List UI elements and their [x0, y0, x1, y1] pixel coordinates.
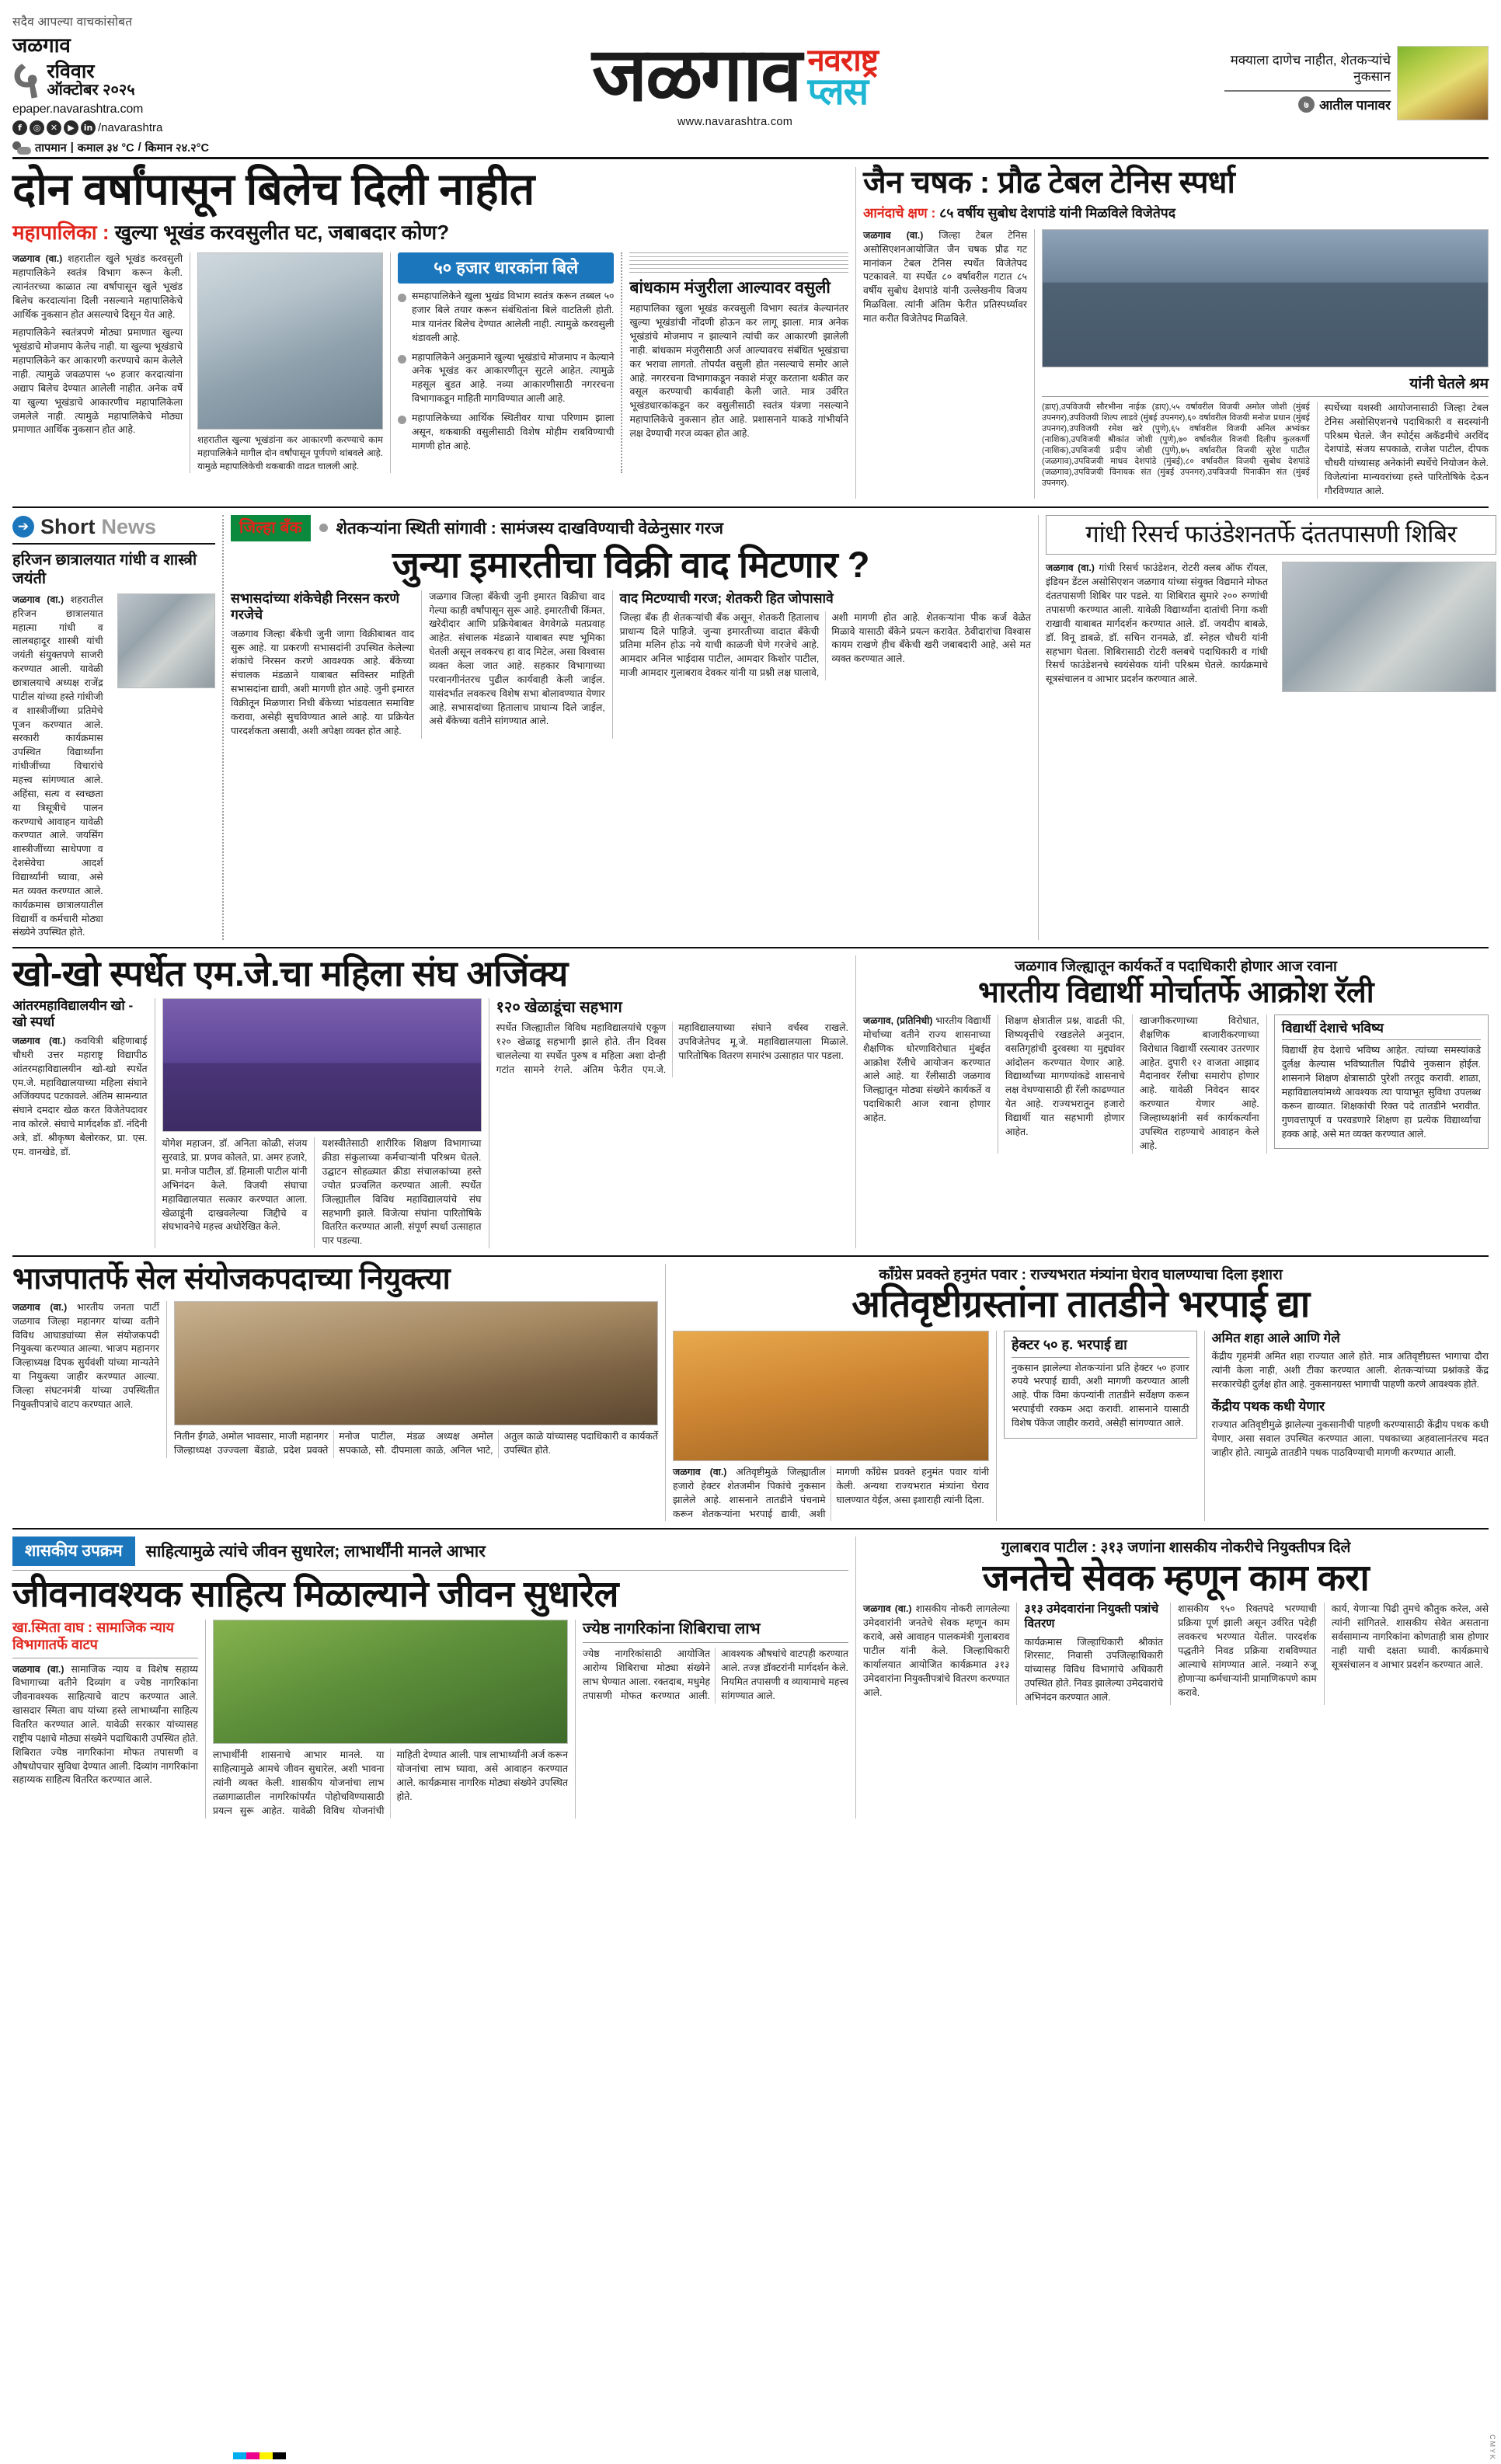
bank-right-body: जिल्हा बँक ही शेतकऱ्यांची बँक असून, शेतकरी हितालाच प्राधान्य दिले पाहिजे. जुन्या इमारतीच्या वादात बँकेची प्रतिमा मलिन होऊ नये याची काळजी घेणे गरजेचे आहे. आमदार अनिल भाईदास पाटील, आमदार किशोर पाटील, माजी आमदार गुलाबराव देवकर यांनी या प्रश्नी लक्ष घालावे, अशी मागणी होत आहे. शेतकऱ्यांना पीक कर्ज वेळेत मिळावे यासाठी बँकेने प्रयत्न करावेत. ठेवीदारांचा विश्वास कायम राखणे हीच बँकेची खरी जबाबदारी आहे, असे मत व्यक्त करण्यात आले.	[619, 611, 1031, 679]
masthead-logo-area	[246, 11, 1224, 155]
khokho-mid-col	[162, 1137, 315, 1248]
rally-dateline: जळगाव, (प्रतिनिधी)	[863, 1015, 933, 1027]
jobs-col-2	[1016, 1603, 1170, 1704]
lead-dateline: जळगाव (वा.)	[12, 253, 63, 265]
date-month-year: ऑक्टोबर २०२५	[47, 82, 135, 99]
khokho-right-col	[314, 1137, 481, 1248]
rally-side-box	[1274, 1014, 1489, 1149]
weather-label: तापमान	[35, 142, 67, 155]
khokho-body-mid: योगेश महाजन, डॉ. अनिता कोळी, संजय सुरवाडे, प्रा. प्रणव कोलते, प्रा. अमर हजारे, प्रा. मनोज पाटील, डॉ. हिमाली पाटील यांनी अभिनंदन केले. विजयी संघाचा महाविद्यालयात सत्कार करण्यात आला. खेळाडूंनी दाखवलेल्या जिद्दीचे व संघभावनेचे महत्त्व अधोरेखित केले.	[162, 1138, 308, 1233]
short-news-title-2: News	[101, 514, 157, 538]
khokho-body-left-text: कवयित्री बहिणाबाई चौधरी उत्तर महाराष्ट्र विद्यापीठ आंतरमहाविद्यालयीन खो-खो स्पर्धेत एम.जे. महाविद्यालयाच्या महिला संघाने अजिंक्यपद पटकावले. अंतिम सामन्यात संघाने दमदार खेळ करत विजेतेपदावर नाव कोरले. संघाचे मार्गदर्शक डॉ. नंदिनी अत्रे, डॉ. श्रीकृष्ण बेलोरकर, प्रा. एस. एम. वानखेडे, डॉ.	[12, 1035, 148, 1157]
lead-col-box	[390, 252, 622, 473]
short-news-rule	[12, 543, 215, 545]
bjp-story	[12, 1264, 665, 1521]
jobs-sub-tag: ३१३ उमेदवारांना नियुक्ती पत्रांचे वितरण	[1024, 1603, 1159, 1630]
lead-story	[12, 167, 855, 499]
flood-col-photo	[673, 1331, 996, 1521]
khokho-photo	[162, 998, 482, 1132]
flood-cols	[673, 1331, 1489, 1521]
bank-col-right	[612, 590, 1031, 739]
lead-col-side	[621, 252, 848, 473]
lead-box-point	[398, 412, 615, 454]
bank-mid-body: जळगाव जिल्हा बँकेची जुनी इमारत विक्रीचा वाद गेल्या काही वर्षांपासून सुरू आहे. इमारतीची किंमत, खरेदीदार आणि प्रक्रियेबाबत वेगवेगळे मतप्रवाह आहेत. संचालक मंडळाने याबाबत स्पष्ट भूमिका घेतली असून लवकरच हा वाद मिटेल, असा विश्वास व्यक्त केला जात आहे. सहकार विभागाच्या परवानगीनंतरच पुढील कार्यवाही केली जाईल. यासंदर्भात लवकरच विशेष सभा बोलावण्यात येणार आहे. सभासदांच्या हितालाच प्राधान्य दिले जाईल, असे बँकेच्या वतीने सांगण्यात आले.	[429, 590, 605, 727]
bank-columns	[231, 590, 1031, 739]
scheme-col-photo	[205, 1620, 575, 1818]
lead-box-title: ५० हजार धारकांना बिले	[398, 252, 615, 284]
bjp-body-mid: नितीन ईगळे, अमोल भावसार, माजी महानगर जिल्हाध्यक्ष उज्ज्वला बेंडाळे, प्रदेश प्रवक्ते मनोज पाटील, मंडळ अध्यक्ष अमोल सपकाळे, सौ. दीपमाला काळे, अनिल भाटे, अतुल काळे यांच्यासह पदाधिकारी व कार्यकर्ते उपस्थित होते.	[173, 1430, 658, 1456]
bjp-col-left	[12, 1301, 166, 1458]
gandhi-headline: गांधी रिसर्च फाउंडेशनतर्फे दंततपासणी शिबिर	[1085, 520, 1457, 548]
sports-subhead-text: ८५ वर्षीय सुबोध देशपांडे यांनी मिळविले विजेतेपद	[939, 204, 1176, 221]
row-scheme	[12, 1537, 1489, 1818]
short-news-dateline: जळगाव (वा.)	[12, 593, 64, 605]
sports-body	[863, 229, 1027, 326]
lead-box-point-text: महापालिकेने अनुक्रमाने खुल्या भूखंडांचे मोजमाप न केल्याने अनेक भूखंड कर आकारणीतून सुटले आहेत. त्यामुळे महसूल बुडत आहे. नव्या आकारणीसाठी नगररचना विभागाकडून माहिती मागविण्यात आली आहे.	[411, 351, 615, 405]
facebook-icon[interactable]: f	[12, 120, 27, 135]
corn-photo	[1397, 46, 1489, 120]
cmyk-color-bar	[233, 2452, 286, 2459]
lead-box-point	[398, 290, 615, 345]
lead-col-text	[12, 252, 190, 473]
rally-cols	[863, 1014, 1489, 1154]
jobs-col-1	[863, 1603, 1016, 1704]
sports-col-photo	[1034, 229, 1489, 499]
lead-headline: दोन वर्षांपासून बिलेच दिली नाहीत	[12, 165, 535, 214]
weather-min: किमान २४.२°C	[145, 142, 209, 155]
gandhi-box	[1046, 515, 1496, 555]
khokho-body-right: यशस्वीतेसाठी शारीरिक शिक्षण विभागाच्या क्रीडा संकुलाच्या कर्मचाऱ्यांनी परिश्रम घेतले. उद्घाटन सोहळ्यात क्रीडा संचालकांच्या हस्ते ज्योत प्रज्वलित करण्यात आली. स्पर्धेत जिल्ह्यातील विविध महाविद्यालयांचे संघ सहभागी झाले. विजेत्या संघांना पारितोषिके वितरित करण्यात आली. संपूर्ण स्पर्धा उत्साहात पार पडल्या.	[322, 1138, 482, 1247]
rally-story	[855, 955, 1489, 1248]
scheme-photo	[213, 1620, 568, 1744]
instagram-icon[interactable]: ◎	[30, 120, 44, 135]
jobs-body-1	[863, 1603, 1009, 1700]
rally-col-2	[998, 1014, 1132, 1154]
scheme-body-left	[12, 1663, 198, 1788]
masthead-promo[interactable]	[1224, 11, 1489, 155]
scheme-divider	[12, 1570, 848, 1571]
lead-subhead-text: खुल्या भूखंड करवसुलीत घट, जबाबदार कोण?	[114, 221, 450, 245]
khokho-col-side	[489, 998, 848, 1248]
bjp-body-left-text: भारतीय जनता पार्टी जळगाव जिल्हा महानगर यांच्या वतीने विविध आघाड्यांच्या सेल संयोजकपदी नियुक्त्या करण्यात आल्या. भाजप महानगर जिल्हाध्यक्ष दिपक सुर्यवंशी यांच्या मान्यतेने या नियुक्त्या जाहीर करण्यात आल्या. जिल्हा संघटनमंत्री यांच्या उपस्थितीत नियुक्तीपत्रांचे वाटप करण्यात आले.	[12, 1301, 159, 1410]
row-bjp	[12, 1264, 1489, 1521]
row-bank	[12, 515, 1489, 940]
scheme-kicker: साहित्यामुळे त्यांचे जीवन सुधारेल; लाभार्थींनी मानले आभार	[145, 1543, 486, 1561]
scheme-side-divider	[583, 1642, 848, 1643]
khokho-cols	[12, 998, 848, 1248]
rally-side-title: विद्यार्थी देशाचे भविष्य	[1281, 1021, 1384, 1036]
khokho-headline: खो-खो स्पर्धेत एम.जे.चा महिला संघ अजिंक्य	[12, 953, 568, 994]
gandhi-photo	[1282, 562, 1496, 692]
bank-col-left	[231, 590, 421, 739]
page-number-badge: ७	[1298, 96, 1315, 113]
sports-dateline: जळगाव (वा.)	[863, 229, 924, 241]
sports-photo	[1042, 229, 1489, 367]
scheme-story	[12, 1537, 855, 1818]
lead-body-2: महापालिकेने स्वतंत्रपणे मोठ्या प्रमाणात खुल्या भूखंडाचे मोजमाप केलेच नाही. या खुल्या भूखंडाचे महापालिकेने कर आकारणी करण्याचे काम केलेले नाही. त्यामुळे जवळपास ५० हजार करदात्यांना अद्याप बिलेच देण्यात आलेली नाहीत. अनेक वर्षे या खुल्या भूखंडाचे आकारणीच महापालिकेला जमलेले नाही. त्यामुळे महापालिकेचे मोठ्या प्रमाणात आर्थिक नुकसान होत आहे.	[12, 327, 183, 436]
social-handle: /navarashtra	[98, 121, 163, 135]
logo-brand-plus: प्लस	[807, 71, 869, 113]
lead-col-photo	[190, 252, 390, 473]
scheme-side-sub-title: ज्येष्ठ नागरिकांना शिबिराचा लाभ	[582, 1620, 761, 1638]
arrow-circle-icon: ➔	[12, 516, 34, 538]
promo-text-block	[1224, 53, 1391, 113]
sports-body-text: जिल्हा टेबल टेनिस असोसिएशनआयोजित जैन चषक प्रौढ गट मानांकन टेबल टेनिस स्पर्धेत विजेतेपद पटकावले. या स्पर्धेत ८० वर्षावरील गटात ८५ वर्षीय सुबोध देशपांडे यांनी उल्लेखनीय विजय मिळविला. त्यांनी अंतिम फेरीत प्रतिस्पर्ध्यावर मात करीत विजेतेपद मिळविले.	[863, 229, 1027, 324]
sports-results-list: (डाए),उपविजयी सौरभीना नाईक (डाए),५५ वर्षावरील विजयी अमोल जोशी (मुंबई उपनगर),उपविजयी शिल्प लाडवे (मुंबई उपनगर),६० वर्षावरील विजयी मनोज प्रधान (मुंबई उपनगर),उपविजयी रमेश खरे (पुणे),६५ वर्षावरील विजयी अनिल अभ्यंकर (नाशिक),उपविजयी श्रीकांत जोशी (पुणे),७० वर्षावरील विजयी दिलीप कुलकर्णी (नाशिक),उपविजयी प्रदीप जोशी (पुणे),७५ वर्षावरील विजयी सुरेश पाटील (जळगाव),उपविजयी माधव देशपांडे (मुंबई),८० वर्षावरील विजयी सुबोध देशपांडे (जळगाव),उपविजयी विनायक संत (मुंबई उपनगर),उपविजयी पिनाकीन संत (मुंबई उपनगर).	[1042, 402, 1310, 489]
gandhi-body	[1046, 562, 1268, 687]
scheme-cols	[12, 1620, 848, 1818]
flood-box-title: हेक्टर ५० ह. भरपाई द्या	[1011, 1337, 1127, 1353]
short-news-block	[12, 515, 222, 940]
bullet-icon	[319, 524, 328, 532]
bank-kicker: शेतकऱ्यांना स्थिती सांगावी : सामंजस्य दाखविण्याची वेळेनुसार गरज	[336, 519, 723, 538]
jobs-kicker: गुलाबराव पाटील : ३१३ जणांना शासकीय नोकरीचे नियुक्तीपत्र दिले	[1001, 1540, 1351, 1557]
bullet-icon	[398, 355, 406, 364]
khokho-col-photo	[155, 998, 489, 1248]
flood-body-text: अतिवृष्टीमुळे जिल्ह्यातील हजारो हेक्टर शेतजमीन पिकांचे नुकसान झालेले आहे. शासनाने तातडीने पंचनामे करून शेतकऱ्यांना भरपाई द्यावी, अशी मागणी काँग्रेस प्रवक्ते हनुमंत पवार यांनी केली. अन्यथा राज्यभरात मंत्र्यांना घेराव घालण्यात येईल, असा इशाराही त्यांनी दिला.	[673, 1467, 989, 1519]
khokho-story	[12, 955, 855, 1248]
lead-box-points	[398, 290, 615, 453]
flood-box	[1004, 1331, 1197, 1439]
jobs-body-3: शासकीय ९५० रिक्तपदे भरण्याची प्रक्रिया पूर्ण झाली असून उर्वरित पदेही लवकरच भरण्यात येतील. पारदर्शक पद्धतीने निवड प्रक्रिया राबविण्यात आल्याचे सांगण्यात आले. नव्याने रुजू होणाऱ्या कर्मचाऱ्यांनी प्रामाणिकपणे काम करावे.	[1178, 1603, 1317, 1698]
jobs-col-3	[1170, 1603, 1324, 1704]
lead-photo-caption: शहरातील खुल्या भूखंडांना कर आकारणी करण्याचे काम महापालिकेने मागील दोन वर्षांपासून पूर्णपणे थांबवले आहे. यामुळे महापालिकेची थकबाकी वाढत चालली आहे.	[197, 435, 383, 472]
sports-results-body: स्पर्धेच्या यशस्वी आयोजनासाठी जिल्हा टेबल टेनिस असोसिएशनचे पदाधिकारी व सदस्यांनी परिश्रम घेतले. जैन स्पोर्ट्स अकॅडमीचे अरविंद देशपांडे, संजय सपकाळे, राजेश पाटील, दीपक चौधरी यांच्यासह अनेकांनी स्पर्धेचे नियोजन केले. विजेत्यांना मान्यवरांच्या हस्ते पारितोषिके देऊन गौरविण्यात आले.	[1324, 402, 1489, 496]
masthead	[12, 11, 1489, 155]
lead-subhead	[12, 218, 848, 245]
weather-strip	[12, 140, 246, 155]
bank-story	[222, 515, 1038, 940]
scheme-body-mid: लाभार्थींनी शासनाचे आभार मानले. या साहित्यामुळे आमचे जीवन सुधारेल, अशी भावना त्यांनी व्यक्त केली. शासकीय योजनांचा लाभ तळागाळातील नागरिकांपर्यंत पोहोचविण्यासाठी प्रयत्न सुरू आहेत. यावेळी विविध योजनांची माहिती देण्यात आली. पात्र लाभार्थ्यांनी अर्ज करून योजनांचा लाभ घ्यावा, असे आवाहन करण्यात आले. कार्यक्रमास नागरिक मोठ्या संख्येने उपस्थित होते.	[212, 1749, 568, 1816]
masthead-rule	[12, 157, 1489, 159]
gandhi-dateline: जळगाव (वा.)	[1046, 562, 1095, 574]
sports-results-body-col	[1317, 402, 1489, 499]
short-news-cols	[12, 593, 215, 940]
scheme-col-side	[575, 1620, 848, 1818]
bank-left-title: सभासदांच्या शंकेचेही निरसन करणे गरजेचे	[231, 590, 399, 622]
short-news-header	[12, 515, 215, 539]
flood-story	[665, 1264, 1489, 1521]
scheme-dateline: जळगाव (वा.)	[12, 1663, 64, 1675]
lead-side-body: महापालिका खुला भूखंड करवसुली विभाग स्वतंत्र केल्यानंतर खुल्या भूखंडांची नोंदणी होऊन कर लागू झाला. मात्र अनेक भूखंडांचे मोजमाप न झाल्याने त्यांची कर आकारणी झालेली नाही. बांधकाम मंजुरीसाठी अर्ज आल्यावरच संबंधित भूखंडाचा कर भरावा लागतो. तोपर्यंत वसुली होत नसल्याचे समोर आले आहे. नगररचना विभागाकडून नकाशे मंजूर करताना थकीत कर वसूल करण्याची कार्यवाही केली जाते. मात्र उर्वरित भूखंडधारकांकडून कर वसुलीसाठी स्वतंत्र यंत्रणा नसल्याने महापालिकेचे नुकसान होत आहे. प्रशासनाने याकडे गांभीर्याने लक्ष देण्याची गरज व्यक्त होत आहे.	[629, 303, 848, 440]
masthead-city: जळगाव	[12, 33, 71, 57]
date-day-number: ५	[12, 50, 40, 108]
sports-results-title: यांनी घेतले श्रम	[1409, 375, 1489, 392]
sports-results-list-col	[1042, 402, 1317, 499]
promo-page-ref	[1224, 96, 1391, 113]
bjp-headline: भाजपातर्फे सेल संयोजकपदाच्या नियुक्त्या	[12, 1262, 451, 1296]
short-news-text-col	[12, 593, 110, 940]
jobs-cols	[863, 1603, 1489, 1704]
bullet-icon	[398, 416, 406, 424]
row2-rule	[12, 947, 1489, 948]
sports-results-cols	[1042, 402, 1489, 499]
flood-photo	[673, 1331, 989, 1461]
khokho-photo-text-cols	[162, 1137, 482, 1248]
khokho-dateline: जळगाव (वा.)	[12, 1035, 66, 1046]
social-links[interactable]	[12, 120, 246, 135]
row4-rule	[12, 1528, 1489, 1530]
scheme-side-title: खा.स्मिता वाघ : सामाजिक न्याय विभागातर्फे वाटप	[12, 1620, 174, 1652]
bjp-dateline: जळगाव (वा.)	[12, 1301, 68, 1313]
sports-columns	[863, 229, 1489, 499]
weather-slash: /	[138, 141, 141, 155]
decorative-lines	[629, 252, 848, 273]
flood-dateline: जळगाव (वा.)	[673, 1467, 727, 1478]
row1-rule	[12, 506, 1489, 508]
promo-headline: मक्याला दाणेच नाहीत, शेतकऱ्यांचे नुकसान	[1230, 53, 1391, 84]
masthead-left	[12, 11, 246, 155]
rally-body-1	[863, 1014, 991, 1126]
short-news-body	[12, 593, 103, 940]
rally-side-body: विद्यार्थी हेच देशाचे भविष्य आहेत. त्यांच्या समस्यांकडे दुर्लक्ष केल्यास भविष्यातील पिढीचे नुकसान होईल. शासनाने शिक्षण क्षेत्रासाठी पुरेशी तरतूद करावी. शाळा, महाविद्यालयांमध्ये आवश्यक त्या पायाभूत सुविधा उपलब्ध करून द्याव्यात. शिक्षकांची रिक्त पदे तातडीने भरावीत. गुणवत्तापूर्ण व परवडणारे शिक्षण हा प्रत्येक विद्यार्थ्याचा हक्क आहे, असे मत व्यक्त करण्यात आले.	[1281, 1045, 1481, 1140]
flood-side-body-2: राज्यात अतिवृष्टीमुळे झालेल्या नुकसानीची पाहणी करण्यासाठी केंद्रीय पथक कधी येणार, असा सवाल उपस्थित करण्यात आला. पथकाच्या अहवालानंतरच मदत जाहीर होते. त्यामुळे तातडीने पथक पाठविण्याची मागणी करण्यात आली.	[1211, 1419, 1489, 1459]
khokho-body-left	[12, 1035, 148, 1160]
logo	[591, 33, 878, 117]
flood-kicker: काँग्रेस प्रवक्ते हनुमंत पवार : राज्यभरात मंत्र्यांना घेराव घालण्याचा दिला इशारा	[879, 1267, 1283, 1284]
youtube-icon[interactable]: ▶	[64, 120, 78, 135]
row-lead	[12, 167, 1489, 499]
gandhi-body-text: गांधी रिसर्च फाउंडेशन, रोटरी क्लब ऑफ रॉयल, इंडियन डेंटल असोसिएशन जळगाव यांच्या संयुक्त विद्यमाने मोफत दंततपासणी शिबिर पार पडले. या शिबिरात सुमारे २०० रुग्णांची तपासणी करण्यात आली. यावेळी विद्यार्थ्यांना दातांची निगा कशी राखावी याबाबत मार्गदर्शन करण्यात आले. डॉ. जयदीप बाबळे, डॉ. विनू डाबळे, डॉ. सचिन रानमळे, डॉ. स्नेहल चौधरी यांनी सहभाग घेतला. शिबिरासाठी रोटरी क्लबचे पदाधिकारी व गांधी रिसर्च फाउंडेशनचे स्वयंसेवक यांनी परिश्रम घेतले. कार्यक्रमाचे सूत्रसंचालन व आभार प्रदर्शन करण्यात आले.	[1046, 562, 1268, 685]
date-block	[12, 50, 246, 108]
weather-divider: |	[70, 141, 74, 155]
rally-body-2: शिक्षण क्षेत्रातील प्रश्न, वाढती फी, शिष्यवृत्तीचे रखडलेले अनुदान, वसतिगृहांची दुरवस्था या मुद्द्यांवर आंदोलन करण्यात येणार आहे. विद्यार्थ्यांच्या मागण्यांकडे शासनाचे लक्ष वेधण्यासाठी ही रॅली काढण्यात येत आहे. राज्यभरातून हजारो विद्यार्थी यात सहभागी होणार आहेत.	[1005, 1015, 1125, 1137]
gandhi-story	[1038, 515, 1496, 940]
sports-divider	[1042, 396, 1489, 397]
row-khokho	[12, 955, 1489, 1248]
weather-max: कमाल ३४ °C	[77, 142, 134, 155]
rally-col-side	[1266, 1014, 1489, 1154]
scheme-headline: जीवनावश्यक साहित्य मिळाल्याने जीवन सुधारेल	[12, 1573, 618, 1615]
flood-side-title-2: केंद्रीय पथक कधी येणार	[1211, 1399, 1325, 1414]
linkedin-icon[interactable]: in	[81, 120, 96, 135]
short-news-headline: हरिजन छात्रालयात गांधी व शास्त्री जयंती	[12, 551, 197, 587]
lead-subhead-tag: महापालिका :	[12, 221, 110, 245]
jobs-headline: जनतेचे सेवक म्हणून काम करा	[982, 1557, 1370, 1599]
bank-kicker-row	[231, 515, 1031, 541]
flood-box-body: नुकसान झालेल्या शेतकऱ्यांना प्रति हेक्टर ५० हजार रुपये भरपाई द्यावी, अशी मागणी करण्यात आली आहे. पीक विमा कंपन्यांनी तातडीने सर्वेक्षण करून भरपाईची रक्कम अदा करावी. शासनाने यासाठी विशेष पॅकेज जाहीर करावे, असेही सांगण्यात आले.	[1011, 1362, 1189, 1429]
bjp-body-left	[12, 1301, 159, 1412]
gandhi-photo-col	[1275, 562, 1496, 692]
website-url[interactable]: www.navarashtra.com	[677, 116, 793, 129]
sports-subhead-tag: आनंदाचे क्षण :	[863, 204, 936, 221]
scheme-col-left	[12, 1620, 205, 1818]
sports-col-text	[863, 229, 1034, 499]
rally-body-1-text: भारतीय विद्यार्थी मोर्चाच्या वतीने राज्य शासनाच्या शैक्षणिक धोरणाविरोधात मुंबईत आक्रोश रॅलीचे आयोजन करण्यात आले आहे. या रॅलीसाठी जळगाव जिल्ह्यातून मोठ्या संख्येने कार्यकर्ते व पदाधिकारी आज रवाना होणार आहेत.	[863, 1015, 991, 1124]
short-news-body-text: शहरातील हरिजन छात्रालयात महात्मा गांधी व लालबहादूर शास्त्री यांची जयंती संयुक्तपणे साजरी करण्यात आली. यावेळी छात्रालयाचे अध्यक्ष राजेंद्र पाटील यांच्या हस्ते गांधीजी व शास्त्रीजींच्या प्रतिमेचे पूजन करण्यात आले. सरकारी कार्यक्रमास उपस्थित विद्यार्थ्यांना गांधीजींच्या विचारांचे महत्त्व सांगण्यात आले. अहिंसा, सत्य व स्वच्छता या त्रिसूत्रीचे पालन करण्याचे आवाहन यावेळी करण्यात आले. जयसिंग शास्त्रीजींच्या साधेपणा व देशसेवेचा आदर्श विद्यार्थ्यांनी घ्यावा, असे मत व्यक्त करण्यात आले. कार्यक्रमास छात्रालयातील विद्यार्थी व कर्मचारी मोठ्या संख्येने उपस्थित होते.	[12, 593, 103, 938]
jobs-story	[855, 1537, 1489, 1818]
lead-side-title: बांधकाम मंजुरीला आल्यावर वसुली	[629, 279, 831, 298]
lead-box-point	[398, 351, 615, 406]
rally-body-3: खाजगीकरणाच्या विरोधात, शैक्षणिक बाजारीकरणाच्या विरोधात विद्यार्थी रस्त्यावर उतरणार आहेत. दुपारी १२ वाजता आझाद मैदानावर रॅलीचा समारोप होणार आहे. यावेळी निवेदन सादर करण्यात येणार आहे. जिल्हाध्यक्षांनी सर्व कार्यकर्त्यांना उपस्थित राहण्याचे आवाहन केले आहे.	[1139, 1015, 1259, 1151]
bank-headline: जुन्या इमारतीचा विक्री वाद मिटणार ?	[392, 543, 869, 585]
lead-columns	[12, 252, 848, 473]
gandhi-text-col	[1046, 562, 1275, 692]
bullet-icon	[398, 294, 406, 302]
flood-headline: अतिवृष्टीग्रस्तांना तातडीने भरपाई द्या	[851, 1284, 1310, 1326]
khokho-side-title: १२० खेळाडूंचा सहभाग	[496, 999, 622, 1017]
cmyk-label: CMYK	[1489, 2434, 1496, 2461]
logo-brand-navarashtra: नवराष्ट्र	[807, 42, 878, 78]
row3-rule	[12, 1255, 1489, 1257]
rally-col-1	[863, 1014, 998, 1154]
jobs-body-2: कार्यक्रमास जिल्हाधिकारी श्रीकांत शिरसाट, निवासी उपजिल्हाधिकारी यांच्यासह विविध विभागांचे अधिकारी उपस्थित होते. निवड झालेल्या उमेदवारांचे अभिनंदन करण्यात आले.	[1024, 1636, 1164, 1704]
promo-page-label: आतील पानावर	[1318, 97, 1391, 113]
flood-side-body-1: केंद्रीय गृहमंत्री अमित शहा राज्यात आले होते. मात्र अतिवृष्टीग्रस्त भागाचा दौरा त्यांनी केला नाही, अशी टीका करण्यात आली. शेतकऱ्यांच्या प्रश्नांकडे केंद्र सरकारचेही दुर्लक्ष होत आहे. नुकसानग्रस्त भागाची पाहणी करणे आवश्यक होते.	[1211, 1351, 1489, 1390]
epaper-url[interactable]: epaper.navarashtra.com	[12, 103, 144, 117]
short-news-title-1: Short	[40, 514, 96, 538]
jobs-col-4	[1324, 1603, 1489, 1704]
lead-body-1	[12, 252, 183, 322]
sports-top-story	[855, 167, 1489, 499]
rally-col-3	[1132, 1014, 1266, 1154]
bank-left-body-text: जळगाव जिल्हा बँकेची जुनी जागा विक्रीबाबत वाद सुरू आहे. या प्रकरणी सभासदांनी उपस्थित केलेल्या शंकांचे निरसन करणे आवश्यक आहे. बँकेच्या संचालक मंडळाने याबाबत सविस्तर माहिती सभासदांना द्यावी, अशी मागणी होत आहे. जुनी इमारत विक्रीतून मिळणारा निधी बँकेच्या भांडवलात समाविष्ट करावा, असेही सुचविण्यात आले आहे. या प्रक्रियेत पारदर्शकता असावी, अशी अपेक्षा व्यक्त होत आहे.	[231, 628, 415, 736]
date-weekday: रविवार	[47, 61, 95, 82]
flood-col-box	[996, 1331, 1204, 1521]
lead-photo	[197, 252, 383, 430]
masthead-tagline: सदैव आपल्या वाचकांसोबत	[12, 16, 133, 29]
jobs-body-4: कार्य, येणाऱ्या पिढी तुमचे कौतुक करेल, असे त्यांनी सांगितले. शासकीय सेवेत असताना सर्वसामान्य नागरिकांना कोणताही त्रास होणार नाही याची दक्षता घ्यावी. कार्यक्रमाचे सूत्रसंचालन व आभार प्रदर्शन करण्यात आले.	[1331, 1603, 1489, 1670]
jobs-dateline: जळगाव (वा.)	[863, 1603, 912, 1615]
scheme-kicker-row	[12, 1537, 848, 1566]
flood-body	[673, 1466, 989, 1521]
flood-box-divider	[1012, 1357, 1189, 1358]
gandhi-cols	[1046, 562, 1496, 692]
khokho-side-body: स्पर्धेत जिल्ह्यातील विविध महाविद्यालयांचे एकूण १२० खेळाडू सहभागी झाले होते. तीन दिवस चाललेल्या या स्पर्धेत पुरुष व महिला अशा दोन्ही गटांत सामने रंगले. अंतिम फेरीत एम.जे. महाविद्यालयाच्या संघाने वर्चस्व राखले. उपविजेतेपद मू.जे. महाविद्यालयाला मिळाले. पारितोषिक वितरण समारंभ उत्साहात पार पडला.	[496, 1022, 848, 1075]
scheme-side-body: ज्येष्ठ नागरिकांसाठी आयोजित आरोग्य शिबिराचा मोठ्या संख्येने लाभ घेण्यात आला. रक्तदाब, मधुमेह तपासणी मोफत करण्यात आली. आवश्यक औषधांचे वाटपही करण्यात आले. तज्ज्ञ डॉक्टरांनी मार्गदर्शन केले. नियमित तपासणी व व्यायामाचे महत्त्व सांगण्यात आले.	[582, 1648, 848, 1701]
sports-subhead	[863, 204, 1489, 222]
rally-side-divider	[1282, 1039, 1481, 1040]
flood-side-title-1: अमित शहा आले आणि गेले	[1211, 1331, 1340, 1346]
scheme-tag: शासकीय उपक्रम	[12, 1537, 135, 1566]
short-news-photo	[117, 593, 215, 688]
lead-body-1-text: शहरातील खुले भूखंड करवसुली महापालिकेने स्वतंत्र विभाग करून केली. त्यानंतरच्या काळात त्या वर्षापासून खुले भूखंड बिलेच करदात्यांना दिली नसल्याने महापालिकेचे आर्थिक नुकसान होत असल्याचे दिसून येत आहे.	[12, 253, 183, 320]
sun-cloud-icon	[12, 141, 31, 155]
sports-headline: जैन चषक : प्रौढ टेबल टेनिस स्पर्धा	[863, 165, 1235, 200]
logo-brand	[807, 41, 878, 113]
jobs-body-1-text: शासकीय नोकरी लागलेल्या उमेदवारांनी जनतेचे सेवक म्हणून काम करावे, असे आवाहन पालकमंत्री गुलाबराव पाटील यांनी केले. जिल्हाधिकारी कार्यालयात आयोजित कार्यक्रमात ३१३ उमेदवारांना नियुक्तीपत्रांचे वितरण करण्यात आले.	[863, 1603, 1010, 1698]
flood-col-side	[1204, 1331, 1489, 1521]
bjp-photo	[174, 1301, 658, 1425]
khokho-col-left	[12, 998, 155, 1248]
lead-box-point-text: समहापालिकेने खुला भुखंड विभाग स्वतंत्र करून तब्बल ५० हजार बिले तयार करून संबंधितांना बिले वाटतिली होती. मात्र यानंतर बिलेच देण्यात आलेली नाही. त्यामुळे करवसुली थंडावली आहे.	[411, 291, 615, 343]
x-twitter-icon[interactable]: ✕	[47, 120, 61, 135]
rally-headline: भारतीय विद्यार्थी मोर्चातर्फे आक्रोश रॅली	[977, 976, 1374, 1010]
short-news-photo-col	[110, 593, 215, 940]
bank-left-body	[231, 628, 414, 739]
promo-divider	[1224, 90, 1391, 92]
bank-col-mid	[421, 590, 611, 739]
khokho-sub-left: आंतरमहाविद्यालयीन खो - खो स्पर्धा	[12, 998, 134, 1029]
bank-tag: जिल्हा बँक	[231, 515, 311, 541]
rally-kicker: जळगाव जिल्ह्यातून कार्यकर्ते व पदाधिकारी होणार आज रवाना	[1015, 959, 1337, 976]
logo-city-text: जळगाव	[591, 33, 801, 117]
scheme-body-left-text: सामाजिक न्याय व विशेष सहाय्य विभागाच्या वतीने दिव्यांग व ज्येष्ठ नागरिकांना जीवनावश्यक साहित्याचे वाटप करण्यात आले. खासदार स्मिता वाघ यांच्या हस्ते लाभार्थ्यांना साहित्य वितरित करण्यात आले. यावेळी सरकार यांच्यासह राष्ट्रीय पक्षाचे मोठ्या संख्येने पदाधिकारी उपस्थित होते. शिबिरात ज्येष्ठ नागरिकांना मोफत तपासणी व औषधोपचार सुविधा देण्यात आली. दिव्यांग नागरिकांना सहाय्यक साहित्य वितरित करण्यात आले.	[12, 1663, 198, 1786]
bjp-cols	[12, 1301, 658, 1458]
lead-box-point-text: महापालिकेच्या आर्थिक स्थितीवर याचा परिणाम झाला असून, थकबाकी वसुलीसाठी विशेष मोहीम राबविण्याची मागणी होत आहे.	[411, 412, 615, 451]
bank-right-title: वाद मिटण्याची गरज; शेतकरी हित जोपासावे	[619, 590, 834, 606]
bjp-col-right	[166, 1301, 658, 1458]
